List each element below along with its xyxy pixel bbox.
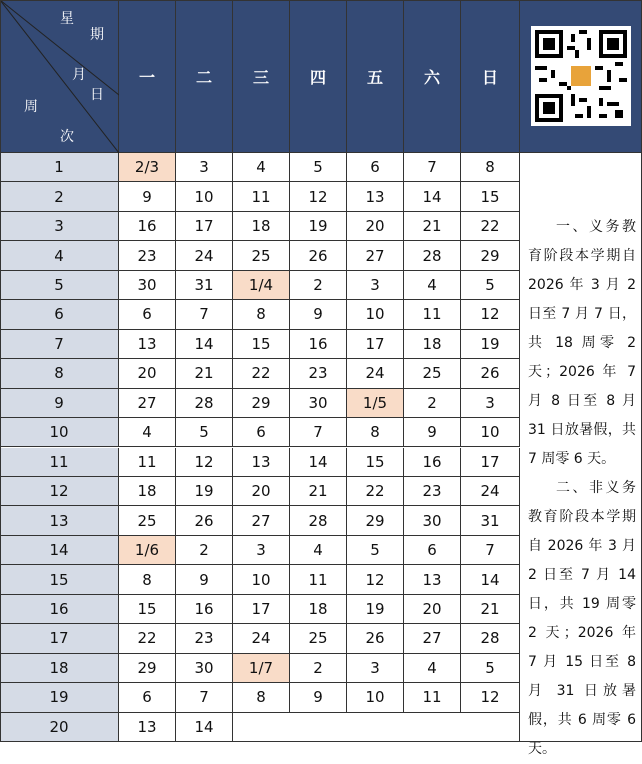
date-cell: 24: [233, 624, 290, 653]
date-cell: 7: [176, 300, 233, 329]
date-cell: 23: [119, 241, 176, 270]
week-number: 11: [0, 448, 119, 477]
date-cell: 12: [461, 300, 520, 329]
date-cell: 28: [176, 389, 233, 418]
date-cell: 2/3: [119, 153, 176, 182]
date-cell: 14: [461, 565, 520, 594]
date-cell: 18: [404, 330, 461, 359]
date-cell: 11: [404, 683, 461, 712]
date-cell: 15: [233, 330, 290, 359]
date-cell: 14: [176, 330, 233, 359]
date-cell: 11: [290, 565, 347, 594]
date-cell: 2: [404, 389, 461, 418]
week-number: 14: [0, 536, 119, 565]
date-cell: 19: [176, 477, 233, 506]
date-cell: 3: [347, 654, 404, 683]
date-cell: 28: [461, 624, 520, 653]
date-cell: 14: [290, 448, 347, 477]
date-cell: 6: [404, 536, 461, 565]
date-cell: 5: [347, 536, 404, 565]
date-cell: 16: [404, 448, 461, 477]
date-cell: [233, 713, 290, 742]
weekday-header: 三: [233, 0, 290, 153]
weekday-header: 五: [347, 0, 404, 153]
date-cell: 3: [233, 536, 290, 565]
date-cell: 17: [347, 330, 404, 359]
weekday-header: 一: [119, 0, 176, 153]
date-cell: 8: [347, 418, 404, 447]
date-cell: 21: [176, 359, 233, 388]
week-number: 7: [0, 330, 119, 359]
date-cell: 26: [290, 241, 347, 270]
date-cell: 3: [461, 389, 520, 418]
date-cell: 29: [461, 241, 520, 270]
date-cell: 4: [119, 418, 176, 447]
date-cell: 25: [290, 624, 347, 653]
date-cell: 18: [290, 595, 347, 624]
date-cell: 27: [233, 506, 290, 535]
date-cell: 2: [290, 271, 347, 300]
date-cell: 13: [119, 330, 176, 359]
date-cell: 12: [461, 683, 520, 712]
date-cell: 9: [119, 182, 176, 211]
date-cell: 11: [119, 448, 176, 477]
date-cell: 25: [404, 359, 461, 388]
date-cell: 16: [290, 330, 347, 359]
week-number: 5: [0, 271, 119, 300]
date-cell: 15: [347, 448, 404, 477]
date-cell: 13: [347, 182, 404, 211]
date-cell: 7: [404, 153, 461, 182]
date-cell: 8: [233, 683, 290, 712]
date-cell: 23: [290, 359, 347, 388]
date-cell: [461, 713, 520, 742]
date-cell: 25: [233, 241, 290, 270]
week-number: 13: [0, 506, 119, 535]
weekday-header: 六: [404, 0, 461, 153]
date-cell: 23: [404, 477, 461, 506]
date-cell: 26: [347, 624, 404, 653]
date-cell: 17: [461, 448, 520, 477]
date-cell: 27: [404, 624, 461, 653]
date-cell: 22: [461, 212, 520, 241]
date-cell: 29: [347, 506, 404, 535]
date-cell: 2: [176, 536, 233, 565]
date-cell: 25: [119, 506, 176, 535]
qr-code-icon[interactable]: [531, 26, 631, 126]
weekday-header: 二: [176, 0, 233, 153]
date-cell: 30: [404, 506, 461, 535]
week-number: 12: [0, 477, 119, 506]
date-cell: [290, 713, 347, 742]
date-cell: 21: [290, 477, 347, 506]
corner-label-ci: 次: [60, 129, 74, 145]
date-cell: 30: [119, 271, 176, 300]
week-number: 10: [0, 418, 119, 447]
date-cell: 2: [290, 654, 347, 683]
date-cell: 4: [404, 654, 461, 683]
date-cell: 27: [347, 241, 404, 270]
date-cell: 9: [176, 565, 233, 594]
date-cell: 22: [347, 477, 404, 506]
date-cell: 14: [404, 182, 461, 211]
week-number: 9: [0, 389, 119, 418]
note-non-compulsory: 二、非义务教育阶段本学期自 2026 年 3 月 2 日至 7 月 14 日，共 19 周零 2 天；2026 年 7 月 15 日至 8 月 31 日放暑假，共 6 周零 6 天。: [528, 480, 636, 757]
date-cell: 6: [119, 300, 176, 329]
date-cell: 31: [176, 271, 233, 300]
date-cell: 10: [347, 300, 404, 329]
week-number: 19: [0, 683, 119, 712]
week-number: 8: [0, 359, 119, 388]
date-cell: 20: [119, 359, 176, 388]
date-cell: 16: [119, 212, 176, 241]
date-cell: 12: [290, 182, 347, 211]
date-cell: 22: [233, 359, 290, 388]
date-cell: 11: [404, 300, 461, 329]
date-cell: 27: [119, 389, 176, 418]
date-cell: 17: [233, 595, 290, 624]
date-cell: 30: [176, 654, 233, 683]
date-cell: 6: [233, 418, 290, 447]
date-cell: 1/5: [347, 389, 404, 418]
week-number: 17: [0, 624, 119, 653]
date-cell: 23: [176, 624, 233, 653]
date-cell: 28: [404, 241, 461, 270]
semester-notes: [520, 153, 642, 757]
date-cell: 1/4: [233, 271, 290, 300]
date-cell: 20: [233, 477, 290, 506]
date-cell: 15: [119, 595, 176, 624]
date-cell: 9: [290, 683, 347, 712]
date-cell: 21: [404, 212, 461, 241]
corner-header: [0, 0, 119, 153]
date-cell: 13: [233, 448, 290, 477]
week-number: 4: [0, 241, 119, 270]
corner-label-ri: 日: [90, 87, 104, 103]
week-number: 18: [0, 654, 119, 683]
date-cell: 19: [461, 330, 520, 359]
date-cell: 16: [176, 595, 233, 624]
date-cell: 7: [290, 418, 347, 447]
date-cell: 13: [404, 565, 461, 594]
date-cell: 24: [347, 359, 404, 388]
date-cell: 15: [461, 182, 520, 211]
date-cell: 29: [119, 654, 176, 683]
date-cell: 10: [461, 418, 520, 447]
date-cell: [404, 713, 461, 742]
date-cell: 30: [290, 389, 347, 418]
date-cell: 18: [119, 477, 176, 506]
date-cell: 3: [347, 271, 404, 300]
date-cell: 7: [176, 683, 233, 712]
date-cell: 1/7: [233, 654, 290, 683]
date-cell: 26: [176, 506, 233, 535]
week-number: 15: [0, 565, 119, 594]
date-cell: 14: [176, 713, 233, 742]
date-cell: 20: [404, 595, 461, 624]
date-cell: 1/6: [119, 536, 176, 565]
corner-label-xing: 星: [60, 11, 74, 27]
date-cell: 8: [461, 153, 520, 182]
date-cell: 12: [347, 565, 404, 594]
date-cell: 28: [290, 506, 347, 535]
qr-code-panel: [520, 0, 642, 153]
date-cell: 24: [176, 241, 233, 270]
date-cell: 4: [233, 153, 290, 182]
date-cell: 31: [461, 506, 520, 535]
weekday-header: 日: [461, 0, 520, 153]
date-cell: 10: [233, 565, 290, 594]
date-cell: 9: [404, 418, 461, 447]
week-number: 1: [0, 153, 119, 182]
corner-label-qi: 期: [90, 27, 104, 43]
date-cell: 9: [290, 300, 347, 329]
date-cell: 8: [119, 565, 176, 594]
date-cell: 17: [176, 212, 233, 241]
date-cell: 18: [233, 212, 290, 241]
week-number: 16: [0, 595, 119, 624]
date-cell: 21: [461, 595, 520, 624]
date-cell: 8: [233, 300, 290, 329]
date-cell: 6: [347, 153, 404, 182]
date-cell: 20: [347, 212, 404, 241]
date-cell: 5: [176, 418, 233, 447]
date-cell: 19: [290, 212, 347, 241]
date-cell: 26: [461, 359, 520, 388]
date-cell: 5: [461, 271, 520, 300]
weekday-header: 四: [290, 0, 347, 153]
corner-label-zhou: 周: [24, 99, 38, 115]
week-number: 6: [0, 300, 119, 329]
date-cell: 3: [176, 153, 233, 182]
date-cell: 13: [119, 713, 176, 742]
date-cell: 10: [176, 182, 233, 211]
date-cell: 10: [347, 683, 404, 712]
date-cell: 5: [461, 654, 520, 683]
week-number: 2: [0, 182, 119, 211]
date-cell: 11: [233, 182, 290, 211]
date-cell: 19: [347, 595, 404, 624]
date-cell: 7: [461, 536, 520, 565]
date-cell: 4: [404, 271, 461, 300]
date-cell: 29: [233, 389, 290, 418]
week-number: 3: [0, 212, 119, 241]
date-cell: 5: [290, 153, 347, 182]
week-number: 20: [0, 713, 119, 742]
date-cell: [347, 713, 404, 742]
date-cell: 6: [119, 683, 176, 712]
date-cell: 4: [290, 536, 347, 565]
date-cell: 24: [461, 477, 520, 506]
corner-label-yue: 月: [72, 67, 86, 83]
date-cell: 22: [119, 624, 176, 653]
date-cell: 12: [176, 448, 233, 477]
note-compulsory: 一、义务教育阶段本学期自 2026 年 3 月 2 日至 7 月 7 日，共 18 周零 2 天；2026 年 7 月 8 日至 8 月 31 日放暑假，共 7 周零 6 天。: [528, 219, 636, 467]
